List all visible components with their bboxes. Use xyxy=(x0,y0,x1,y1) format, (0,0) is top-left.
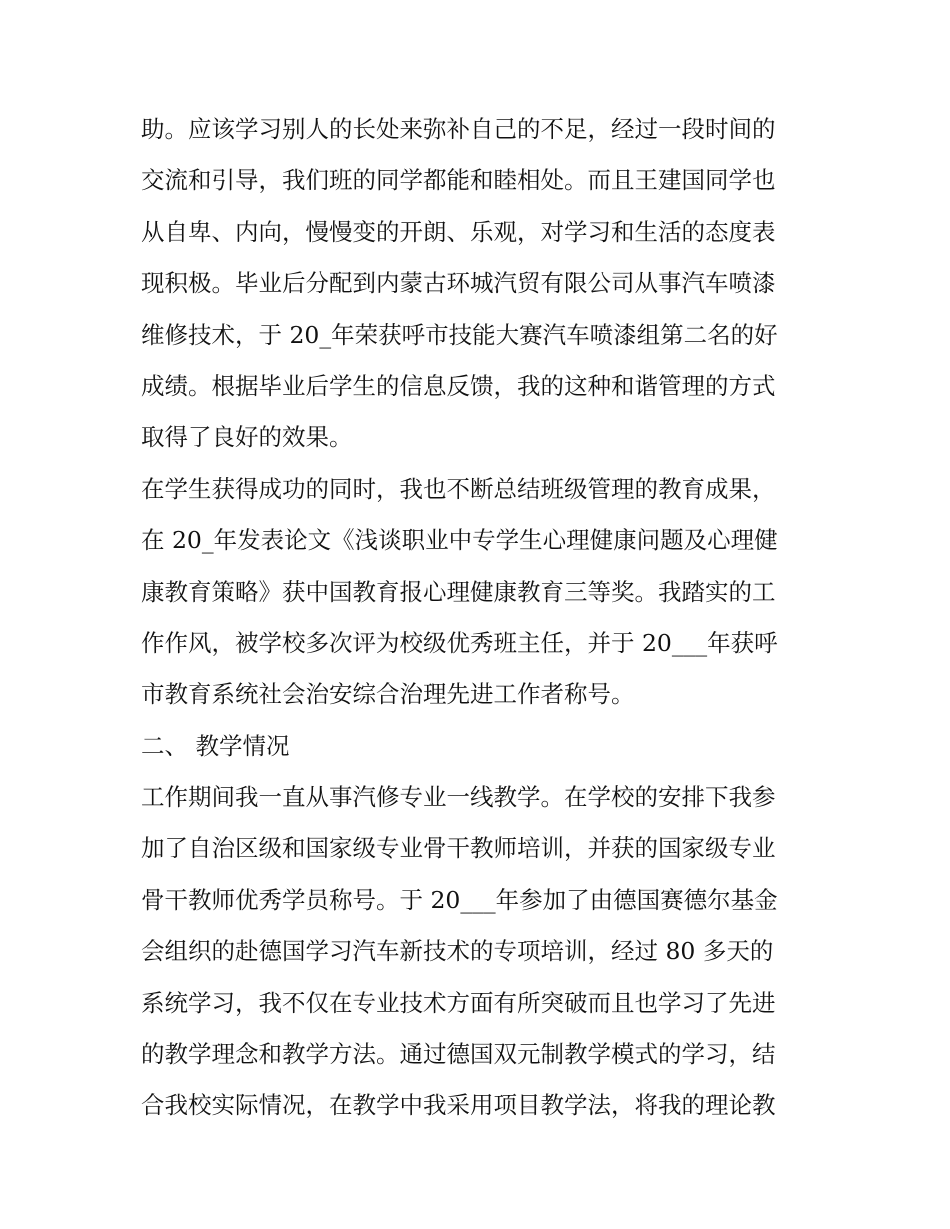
text-line: 康教育策略》获中国教育报心理健康教育三等奖。我踏实的工 xyxy=(141,577,776,606)
text-line: 在 20_年发表论文《浅谈职业中专学生心理健康问题及心理健 xyxy=(141,526,778,555)
text-line: 维修技术，于 20_年荣获呼市技能大赛汽车喷漆组第二名的好 xyxy=(141,320,778,349)
text-line: 合我校实际情况，在教学中我采用项目教学法，将我的理论教 xyxy=(141,1091,776,1120)
text-line: 在学生获得成功的同时，我也不断总结班级管理的教育成果， xyxy=(141,474,776,503)
text-line: 的教学理念和教学方法。通过德国双元制教学模式的学习，结 xyxy=(141,1040,776,1069)
text-line: 市教育系统社会治安综合治理先进工作者称号。 xyxy=(141,680,635,709)
text-line: 现积极。毕业后分配到内蒙古环城汽贸有限公司从事汽车喷漆 xyxy=(141,269,776,298)
text-line: 骨干教师优秀学员称号。于 20___年参加了由德国赛德尔基金 xyxy=(141,885,778,914)
text-line: 会组织的赴德国学习汽车新技术的专项培训，经过 80 多天的 xyxy=(141,937,774,966)
section-heading: 二、 教学情况 xyxy=(141,731,290,760)
text-line: 从自卑、内向，慢慢变的开朗、乐观，对学习和生活的态度表 xyxy=(141,217,776,246)
text-line: 助。应该学习别人的长处来弥补自己的不足，经过一段时间的 xyxy=(141,115,776,143)
body-text xyxy=(141,104,813,1132)
text-line: 取得了良好的效果。 xyxy=(141,423,353,452)
text-line: 交流和引导，我们班的同学都能和睦相处。而且王建国同学也 xyxy=(141,166,776,195)
text-line: 工作期间我一直从事汽修专业一线教学。在学校的安排下我参 xyxy=(141,783,776,812)
text-line: 成绩。根据毕业后学生的信息反馈，我的这种和谐管理的方式 xyxy=(141,371,776,400)
text-line: 系统学习，我不仅在专业技术方面有所突破而且也学习了先进 xyxy=(141,988,776,1017)
text-line: 加了自治区级和国家级专业骨干教师培训，并获的国家级专业 xyxy=(141,834,776,863)
text-line: 作作风，被学校多次评为校级优秀班主任，并于 20___年获呼 xyxy=(141,628,778,657)
